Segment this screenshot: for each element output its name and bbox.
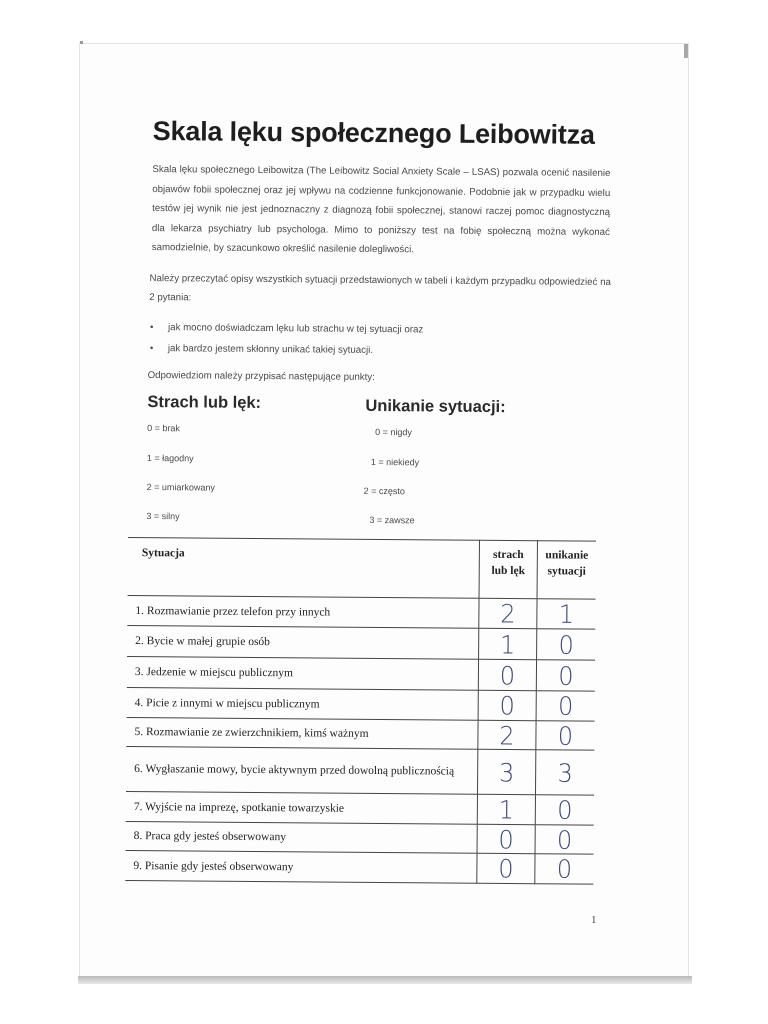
page-number: 1 [591, 914, 597, 926]
situation-label: 4. Picie z innymi w miejscu publicznym [127, 687, 479, 720]
bullet-icon: • [149, 342, 154, 355]
scan-edge-mark [684, 44, 688, 58]
bullet-icon: • [150, 321, 154, 334]
header-fear [479, 540, 537, 598]
avoid-scale-item: 2 = często [363, 485, 405, 497]
table-row [127, 625, 595, 660]
table-row [127, 595, 595, 629]
header-fear-line1: strach [492, 548, 524, 562]
avoid-score: 0 [535, 794, 594, 826]
table-row [126, 821, 594, 854]
fear-score: 3 [477, 748, 535, 796]
situation-label: 9. Pisanie gdy jesteś obserwowany [125, 850, 477, 883]
fear-score: 0 [477, 824, 535, 855]
page-content [146, 104, 614, 539]
fear-scale [146, 392, 262, 522]
avoid-score: 3 [535, 749, 594, 797]
table-row [127, 656, 595, 691]
situations-table [125, 537, 596, 885]
fear-score: 1 [477, 794, 535, 826]
avoid-score: 0 [536, 690, 595, 722]
header-situation: Sytuacja [128, 538, 480, 599]
avoid-scale-item: 1 = niekiedy [370, 456, 420, 468]
scoring-legend [146, 393, 611, 539]
fear-score: 0 [478, 658, 536, 691]
table-row [126, 791, 594, 825]
situation-label: 8. Praca gdy jesteś obserwowany [126, 821, 478, 853]
fear-score: 2 [479, 598, 537, 630]
table-row [127, 687, 595, 721]
header-avoid-line1: unikanie [545, 549, 589, 562]
fear-scale-item: 2 = umiarkowany [146, 481, 215, 493]
header-avoid-line2: sytuacji [547, 565, 586, 578]
situation-label: 5. Rozmawianie ze zwierzchnikiem, kimś ważnym [126, 717, 478, 749]
avoid-score: 0 [535, 824, 594, 855]
page-title: Skala lęku społecznego Leibowitza [152, 116, 595, 150]
list-item [148, 338, 612, 363]
avoid-scale-heading: Unikanie sytuacji: [365, 396, 506, 417]
avoid-scale [363, 396, 506, 526]
header-avoid [537, 541, 596, 599]
situation-label: 3. Jedzenie w miejscu publicznym [127, 656, 479, 690]
avoid-score: 0 [537, 628, 596, 661]
avoid-score: 0 [535, 853, 594, 885]
fear-score: 1 [479, 627, 537, 660]
avoid-score: 0 [536, 720, 595, 751]
avoid-scale-item: 0 = nigdy [375, 426, 412, 438]
fear-scale-item: 1 = łagodny [146, 452, 194, 464]
fear-scale-item: 3 = silny [146, 510, 180, 522]
header-fear-line2: lub lęk [491, 564, 526, 578]
points-intro: Odpowiedziom należy przypisać następujące punkty: [147, 369, 375, 383]
fear-score: 0 [477, 853, 535, 885]
fear-scale-heading: Strach lub lęk: [147, 392, 262, 412]
table-row [125, 850, 593, 884]
avoid-scale-item: 3 = zawsze [369, 514, 415, 526]
fear-scale-item: 0 = brak [147, 422, 180, 434]
table-header-row [128, 538, 596, 600]
scan-corner-mark [80, 41, 83, 44]
fear-score: 2 [478, 720, 536, 751]
situation-label: 1. Rozmawianie przez telefon przy innych [127, 595, 479, 628]
bullet-text: jak mocno doświadczam lęku lub strachu w tej sytuacji oraz [168, 322, 424, 336]
bullet-text: jak bardzo jestem skłonny unikać takiej sytuacji. [167, 343, 374, 356]
situation-label: 6. Wygłaszanie mowy, bycie aktywnym przed dowolną publicznością [126, 746, 478, 794]
situation-label: 2. Bycie w małej grupie osób [127, 625, 479, 659]
situation-label: 7. Wyjście na imprezę, spotkanie towarzyskie [126, 791, 478, 824]
table-row [126, 717, 594, 750]
intro-paragraph: Skala lęku społecznego Leibowitza (The Leibowitz Social Anxiety Scale – LSAS) pozwala ocenić nasilenie objawów fobii społecznej oraz jej wpływu na codzienne funkcjonowanie. Podobnie jak w przypadku wielu testów jej wynik nie jest jednoznaczny z diagnozą fobii społecznej, stanowi raczej pomoc diagnostyczną dla lekarza psychiatry lub psychologa. Mimo to poniższy test na fobię społeczną można wykonać samodzielnie, by szacunkowo określić nasilenie dolegliwości. [151, 164, 611, 256]
question-list [148, 317, 612, 363]
avoid-score: 0 [536, 659, 595, 692]
fear-score: 0 [478, 690, 536, 722]
instruction-paragraph: Należy przeczytać opisy wszystkich sytuacji przedstawionych w tabeli i każdym przypadku odpowiedzieć na 2 pytania: [149, 272, 611, 304]
avoid-score: 1 [537, 598, 596, 630]
table-row [126, 746, 594, 795]
